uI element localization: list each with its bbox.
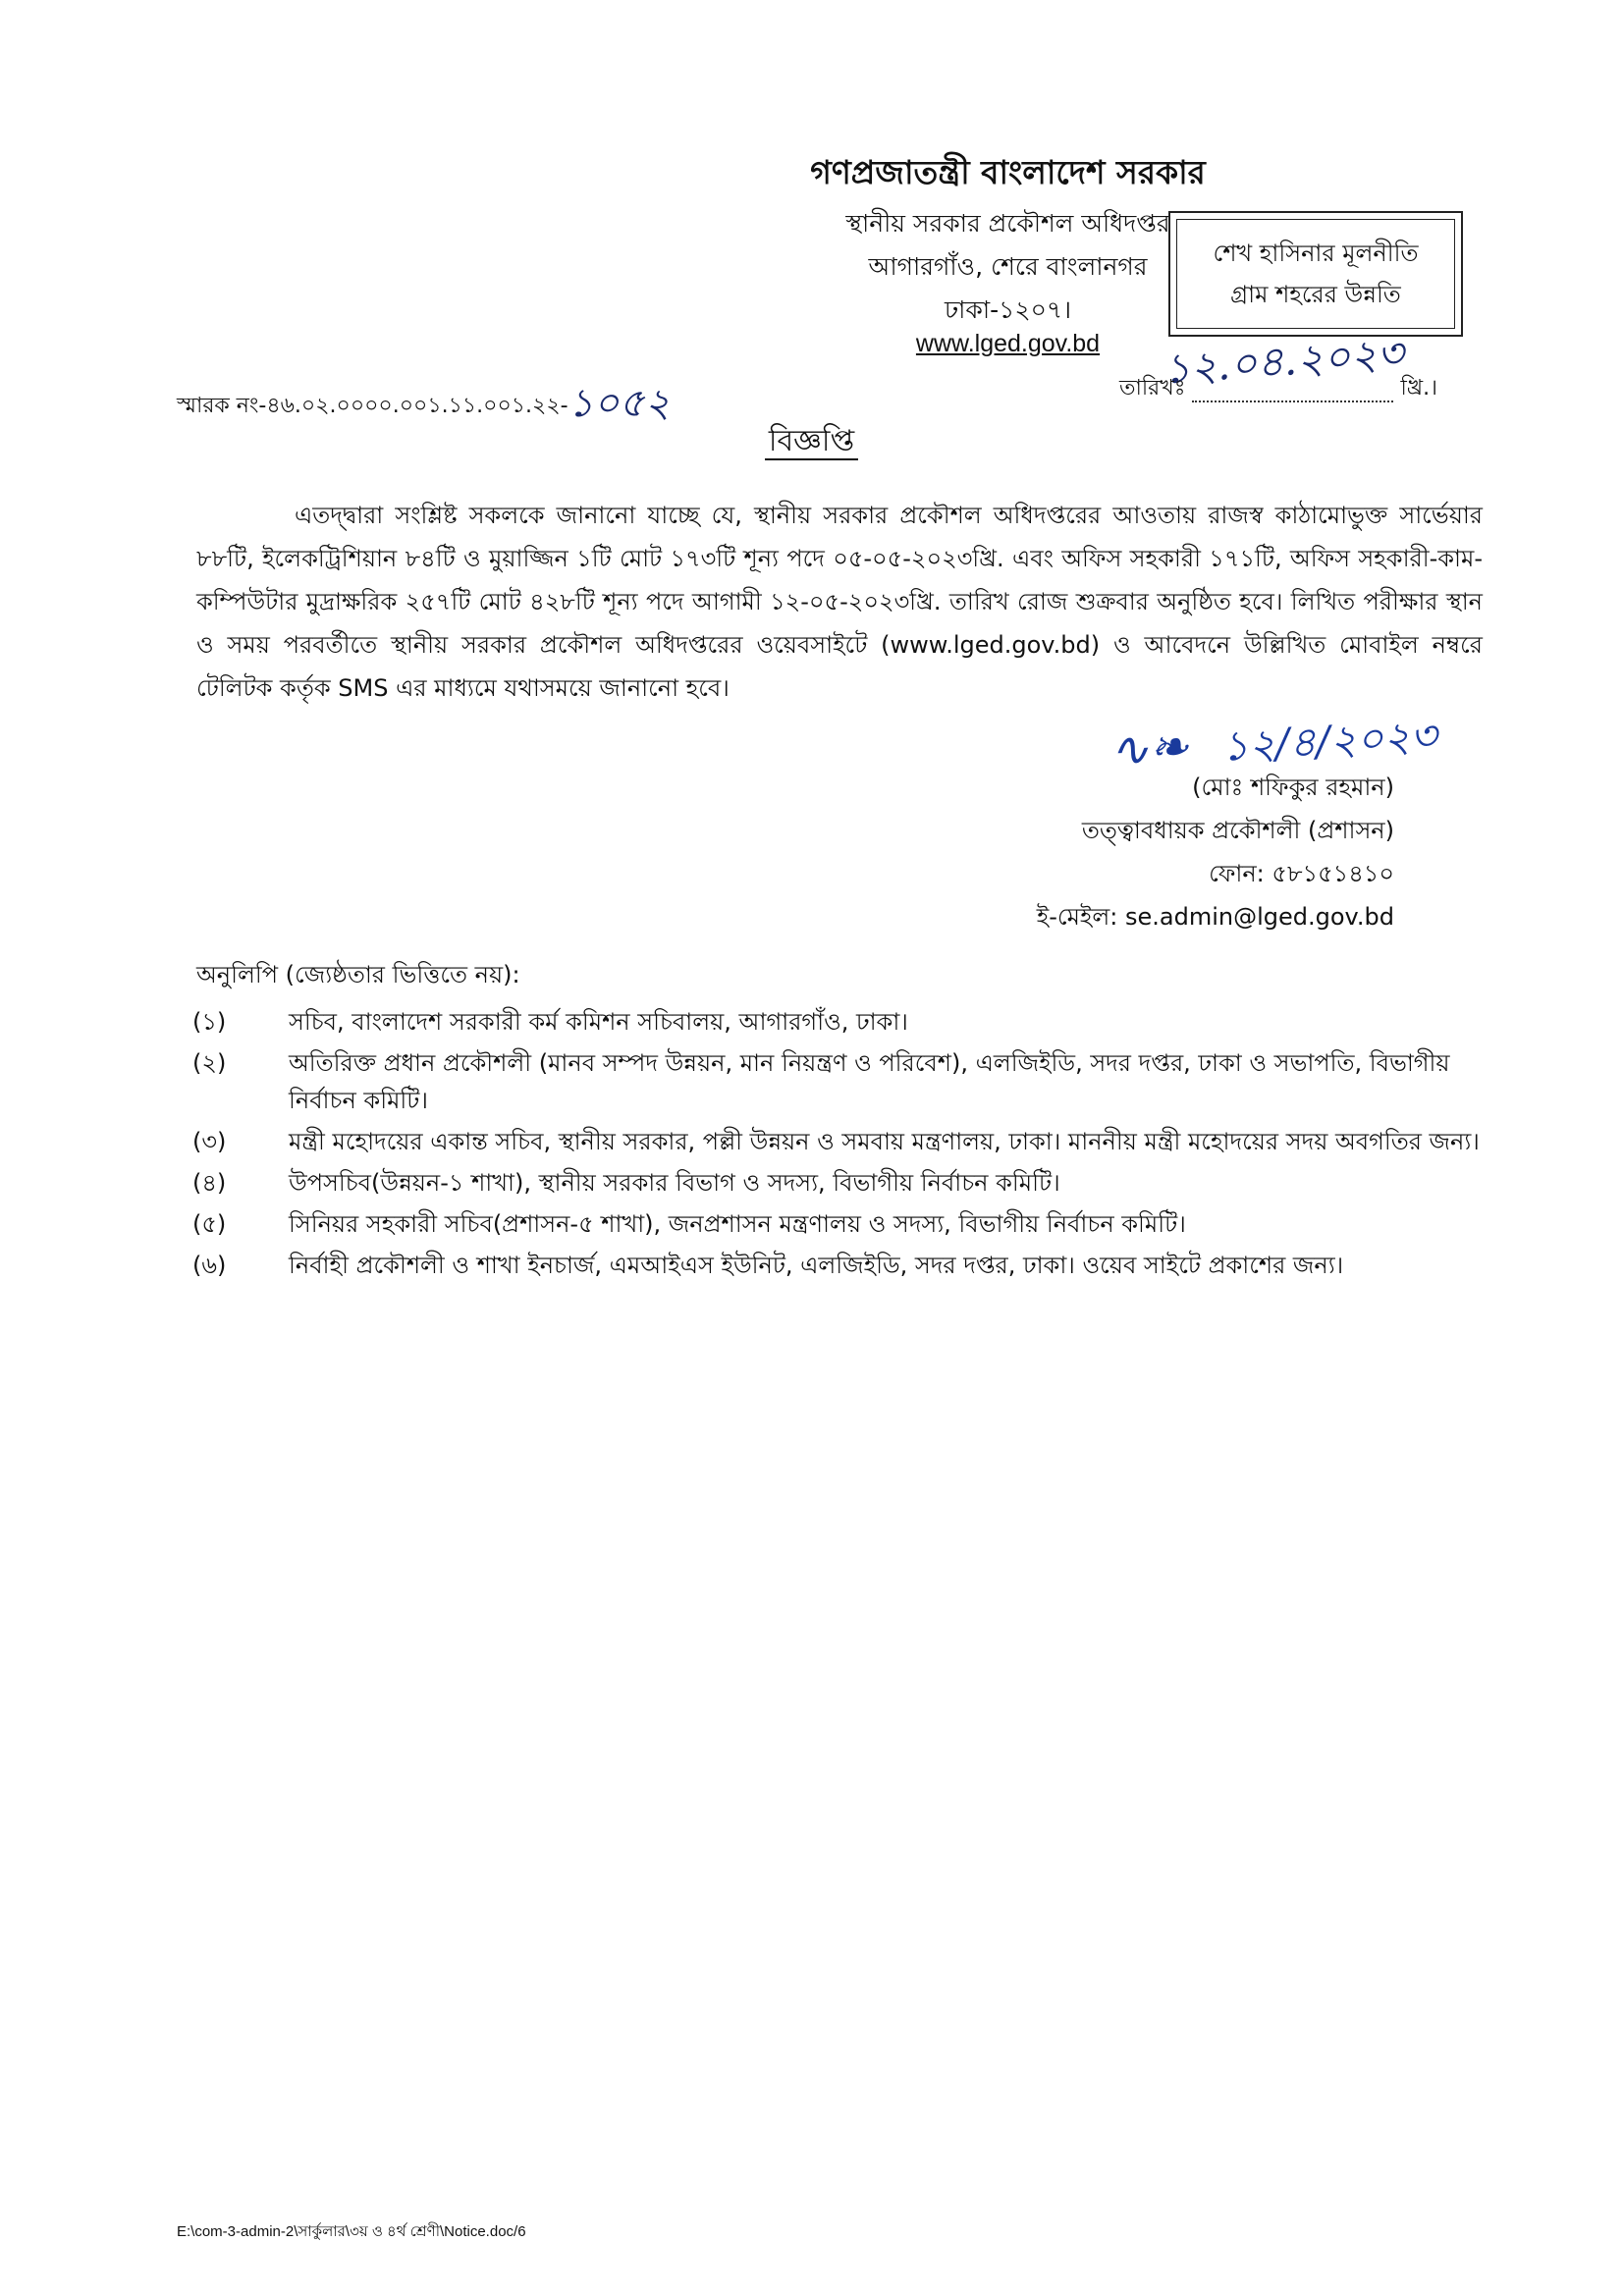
memo-handwritten-number: ১০৫২ [568, 381, 671, 426]
slogan-line-2: গ্রাম শহরের উন্নতি [1230, 281, 1401, 308]
list-item-number: (৬) [192, 1252, 227, 1279]
date-suffix: খ্রি.। [1400, 376, 1437, 400]
signatory-email: ই-মেইল: se.admin@lged.gov.bd [1036, 903, 1394, 931]
department-website: www.lged.gov.bd [915, 330, 1101, 357]
signatory-designation: তত্ত্বাবধায়ক প্রকৌশলী (প্রশাসন) [1081, 817, 1394, 844]
date-line [1119, 371, 1437, 407]
department-city: ঢাকা-১২০৭। [944, 295, 1072, 324]
signature-block [1031, 766, 1394, 938]
notice-title-text: বিজ্ঞপ্তি [765, 424, 858, 460]
signatory-name: (মোঃ শফিকুর রহমান) [1192, 774, 1394, 801]
notice-body-paragraph: এতদ্দ্বারা সংশ্লিষ্ট সকলকে জানানো যাচ্ছে যে, স্থানীয় সরকার প্রকৌশল অধিদপ্তরের আওতায় রাজস্ব কাঠামোভুক্ত সার্ভেয়ার ৮৮টি, ইলেকট্রিশিয়ান ৮৪টি ও মুয়াজ্জিন ১টি মোট ১৭৩টি শূন্য পদে ০৫-০৫-২০২৩খ্রি. এবং অফিস সহকারী ১৭১টি, অফিস সহকারী-কাম-কম্পিউটার মুদ্রাক্ষরিক ২৫৭টি মোট ৪২৮টি শূন্য পদে আগামী ১২-০৫-২০২৩খ্রি. তারিখ রোজ শুক্রবার অনুষ্ঠিত হবে। লিখিত পরীক্ষার স্থান ও সময় পরবর্তীতে স্থানীয় সরকার প্রকৌশল অধিদপ্তরের ওয়েবসাইটে (www.lged.gov.bd) ও আবেদনে উল্লিখিত মোবাইল নম্বরে টেলিটক কর্তৃক SMS এর মাধ্যমে যথাসময়ে জানানো হবে। [196, 502, 1483, 702]
handwritten-date: ১২.০৪.২০২৩ [1162, 328, 1406, 394]
footer-file-path: E:\com-3-admin-2\সার্কুলার\৩য় ও ৪র্থ শ্রেণী\Notice.doc/6 [177, 2223, 526, 2240]
list-item-number: (৪) [192, 1169, 227, 1197]
list-item [192, 1205, 1488, 1243]
date-blank [1192, 376, 1393, 402]
list-item [192, 1247, 1488, 1284]
department-name: স্থানীয় সরকার প্রকৌশল অধিদপ্তর [845, 209, 1170, 238]
list-item-text: সিনিয়র সহকারী সচিব(প্রশাসন-৫ শাখা), জনপ্রশাসন মন্ত্রণালয় ও সদস্য, বিভাগীয় নির্বাচন কমিটি। [289, 1210, 1186, 1238]
list-item [192, 1123, 1488, 1160]
memo-label: স্মারক নং-৪৬.০২.০০০০.০০১.১১.০০১.২২- [177, 394, 568, 418]
list-item [192, 1003, 1488, 1041]
notice-body [196, 494, 1483, 710]
list-item-number: (৫) [192, 1210, 227, 1238]
list-item-text: সচিব, বাংলাদেশ সরকারী কর্ম কমিশন সচিবালয়, আগারগাঁও, ঢাকা। [289, 1008, 908, 1036]
notice-title [0, 417, 1623, 467]
list-item-text: নির্বাহী প্রকৌশলী ও শাখা ইনচার্জ, এমআইএস ইউনিট, এলজিইডি, সদর দপ্তর, ঢাকা। ওয়েব সাইটে প্রকাশের জন্য। [289, 1252, 1344, 1279]
list-item-text: অতিরিক্ত প্রধান প্রকৌশলী (মানব সম্পদ উন্নয়ন, মান নিয়ন্ত্রণ ও পরিবেশ), এলজিইডি, সদর দপ্তর, ঢাকা ও সভাপতি, বিভাগীয় নির্বাচন কমিটি। [289, 1049, 1450, 1114]
copy-to-title: অনুলিপি (জ্যেষ্ঠতার ভিত্তিতে নয়): [196, 961, 520, 988]
signature-scribble: ∿❧ [1108, 719, 1190, 778]
date-label: তারিখঃ [1119, 376, 1186, 400]
list-item-text: মন্ত্রী মহোদয়ের একান্ত সচিব, স্থানীয় সরকার, পল্লী উন্নয়ন ও সমবায় মন্ত্রণালয়, ঢাকা। মাননীয় মন্ত্রী মহোদয়ের সদয় অবগতির জন্য। [289, 1128, 1480, 1155]
list-item-number: (৩) [192, 1128, 227, 1155]
list-item-number: (১) [192, 1008, 227, 1036]
list-item-text: উপসচিব(উন্নয়ন-১ শাখা), স্থানীয় সরকার বিভাগ ও সদস্য, বিভাগীয় নির্বাচন কমিটি। [289, 1169, 1060, 1197]
list-item-number: (২) [192, 1049, 227, 1077]
department-address: আগারগাঁও, শেরে বাংলানগর [868, 252, 1148, 281]
signature-date: ১২/৪/২০২৩ [1220, 711, 1438, 771]
list-item [192, 1044, 1488, 1119]
government-name: গণপ্রজাতন্ত্রী বাংলাদেশ সরকার [810, 153, 1206, 191]
slogan-line-1: শেখ হাসিনার মূলনীতি [1213, 240, 1419, 267]
slogan-box [1168, 211, 1463, 337]
copy-to-list [192, 1003, 1488, 1288]
signatory-phone: ফোন: ৫৮১৫১৪১০ [1209, 860, 1394, 887]
list-item [192, 1164, 1488, 1201]
